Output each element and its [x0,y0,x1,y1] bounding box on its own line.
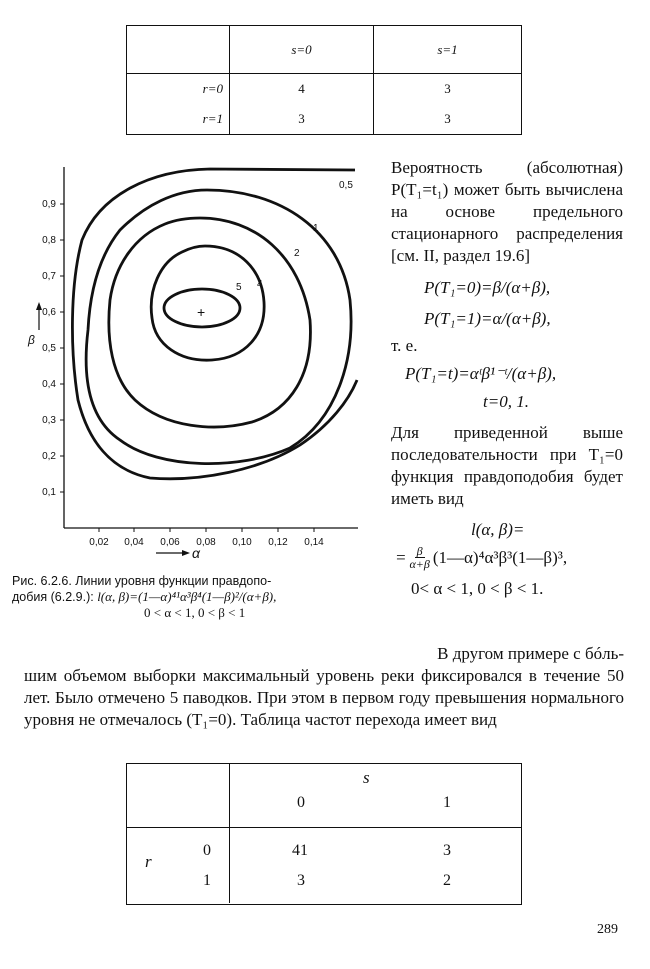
page-number: 289 [597,922,618,937]
col-header-0: 0 [297,794,305,811]
paragraph-likelihood: Для приведенной выше последовательности при T₁=0 функция правдоподобия будет иметь вид [391,423,623,508]
formula-likelihood-head: l(α, β)= [471,520,525,539]
y-tick-label: 0,4 [42,379,56,390]
x-tick-label: 0,06 [160,537,180,548]
formula-p0: P(T₁=0)=β/(α+β), [424,278,551,297]
formula-t-values: t=0, 1. [483,392,529,411]
fraction-numerator: β [416,544,423,558]
fraction-denominator: α+β [409,557,430,571]
contour-label: 0,5 [339,180,353,191]
caption-formula: l(α, β)=(1—α)⁴¹α³β⁴(1—β)²/(α+β), [97,589,277,604]
paragraph-second-example [24,643,624,731]
paragraph-rest: шим объемом выборки максимальный уровень реки фиксировался в течение 50 лет. Было отмечено 5 паводков. При этом в первом году превышения нормального уровня не отмечалось (T₁=0). Таблица частот перехода имеет вид [24,666,624,729]
paragraph-probability: Вероятность (абсолютная) P(T₁=t₁) может быть вычислена на основе предельного стационарного распределения [см. II, раздел 19.6] [391,158,623,265]
col-header-1: 1 [443,794,451,811]
formula-domain: 0< α < 1, 0 < β < 1. [411,579,544,598]
contour-line-0-5 [72,169,357,479]
x-axis-symbol: α [192,545,200,561]
formula-p1: P(T₁=1)=α/(α+β), [424,309,551,328]
row-label-r0: r=0 [127,74,230,105]
formula-rest: (1—α)⁴α³β³(1—β)³, [432,547,568,567]
x-tick-label: 0,04 [124,537,144,548]
y-tick-label: 0,6 [42,307,56,318]
y-axis-symbol: β [28,333,35,347]
x-tick-label: 0,12 [268,537,288,548]
contour-label: 4 [257,279,263,290]
figure-caption [12,573,372,621]
cell-r1-s1: 3 [374,104,522,135]
equals-sign: = [395,547,407,567]
x-tick-label: 0,08 [196,537,216,548]
beta-axis-indicator [27,302,42,347]
contour-line-2 [109,218,311,427]
transition-table-bottom [126,763,522,905]
cell-0-0: 41 [292,842,308,859]
y-tick-label: 0,1 [42,487,56,498]
likelihood-contour-plot [0,150,380,570]
table-corner [127,26,230,74]
formula-pt: P(T₁=t)=αᵗβ¹⁻ᵗ/(α+β), [405,364,557,383]
arrow-right-icon [182,550,190,556]
arrow-up-icon [36,302,42,310]
formula-likelihood-body [391,545,623,570]
y-tick-label: 0,5 [42,343,56,354]
contour-line-4 [151,246,264,360]
maximum-marker: + [197,304,206,320]
contour-label: 2 [294,248,300,259]
contour-label: 1 [313,223,319,234]
col-group-label: s [363,768,370,787]
row-group-label: r [145,852,152,871]
cell-r1-s0: 3 [230,104,374,135]
caption-line-2-text: добия (6.2.9.): [12,590,94,604]
y-tick-label: 0,3 [42,415,56,426]
col-header-s1: s=1 [374,26,522,74]
y-tick-label: 0,7 [42,271,56,282]
cell-1-0: 3 [297,872,305,889]
col-header-s0: s=0 [230,26,374,74]
row-label-1: 1 [203,872,211,889]
x-tick-label: 0,10 [232,537,252,548]
fraction [409,545,429,570]
caption-line-3: 0 < α < 1, 0 < β < 1 [144,605,246,620]
cell-r0-s0: 4 [230,74,374,105]
row-label-r1: r=1 [127,104,230,135]
cell-1-1: 2 [443,872,451,889]
y-tick-label: 0,9 [42,199,56,210]
transition-table-top [126,25,522,135]
paragraph-first-line: В другом примере с бóль- [437,644,624,663]
caption-line-1: Рис. 6.2.6. Линии уровня функции правдопо- [12,574,272,588]
y-tick-label: 0,2 [42,451,56,462]
contour-label: 5 [236,282,242,293]
cell-r0-s1: 3 [374,74,522,105]
row-label-0: 0 [203,842,211,859]
x-tick-label: 0,02 [89,537,109,548]
cell-0-1: 3 [443,842,451,859]
text-te: т. е. [391,336,418,355]
x-tick-label: 0,14 [304,537,324,548]
y-tick-label: 0,8 [42,235,56,246]
right-text-column [391,157,623,600]
